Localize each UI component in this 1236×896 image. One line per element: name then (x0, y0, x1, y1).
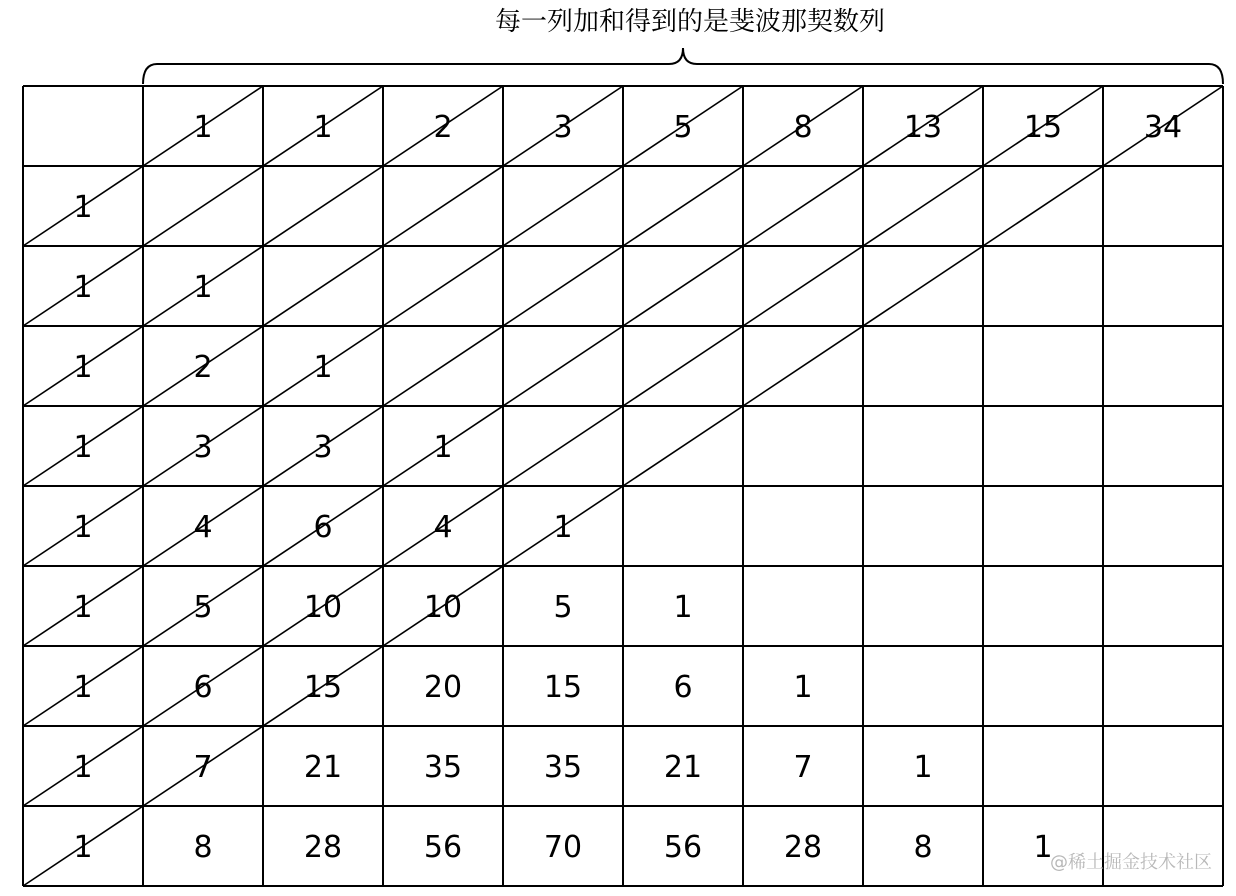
header-fibonacci-number: 2 (433, 110, 453, 145)
watermark: @稀土掘金技术社区 (1050, 852, 1212, 873)
pascal-cell-value: 1 (73, 270, 93, 305)
header-fibonacci-number: 1 (193, 110, 213, 145)
pascal-cell-value: 56 (663, 830, 703, 865)
pascal-cell-value: 15 (543, 670, 583, 705)
pascal-cell-value: 35 (543, 750, 583, 785)
pascal-cell-value: 3 (313, 430, 333, 465)
pascal-cell-value: 1 (313, 350, 333, 385)
pascal-cell-value: 6 (313, 510, 333, 545)
pascal-cell-value: 28 (783, 830, 823, 865)
pascal-cell-value: 1 (73, 590, 93, 625)
diagonal-line (23, 86, 863, 646)
pascal-cell-value: 1 (73, 670, 93, 705)
pascal-cell-value: 3 (193, 430, 213, 465)
pascal-cell-value: 1 (73, 350, 93, 385)
pascal-cell-value: 8 (193, 830, 213, 865)
header-fibonacci-number: 15 (1023, 110, 1063, 145)
pascal-cell-value: 1 (73, 830, 93, 865)
pascal-cell-value: 4 (433, 510, 453, 545)
pascal-cell-value: 70 (543, 830, 583, 865)
header-fibonacci-number: 3 (553, 110, 573, 145)
diagram-title: 每一列加和得到的是斐波那契数列 (494, 7, 886, 37)
pascal-cell-value: 20 (423, 670, 463, 705)
header-fibonacci-number: 5 (673, 110, 693, 145)
pascal-cell-value: 21 (303, 750, 343, 785)
pascal-cell-value: 2 (193, 350, 213, 385)
pascal-cell-value: 1 (73, 430, 93, 465)
pascal-cell-value: 1 (433, 430, 453, 465)
pascal-cell-value: 4 (193, 510, 213, 545)
diagonal-line (23, 86, 623, 486)
pascal-cell-value: 1 (193, 270, 213, 305)
pascal-cell-value: 1 (1033, 830, 1053, 865)
pascal-cell-value: 6 (673, 670, 693, 705)
pascal-cell-value: 5 (193, 590, 213, 625)
header-fibonacci-number: 8 (793, 110, 813, 145)
pascal-cell-value: 35 (423, 750, 463, 785)
header-fibonacci-number: 34 (1143, 110, 1183, 145)
pascal-cell-value: 56 (423, 830, 463, 865)
pascal-cell-value: 15 (303, 670, 343, 705)
pascal-cell-value: 1 (793, 670, 813, 705)
pascal-cell-value: 28 (303, 830, 343, 865)
pascal-cell-value: 21 (663, 750, 703, 785)
pascal-cell-value: 7 (793, 750, 813, 785)
pascal-cell-value: 7 (193, 750, 213, 785)
pascal-cell-value: 8 (913, 830, 933, 865)
pascal-cell-value: 1 (673, 590, 693, 625)
pascal-cell-value: 1 (553, 510, 573, 545)
pascal-cell-value: 5 (553, 590, 573, 625)
pascal-cell-value: 6 (193, 670, 213, 705)
pascal-cell-value: 1 (913, 750, 933, 785)
pascal-cell-value: 10 (303, 590, 343, 625)
header-fibonacci-number: 1 (313, 110, 333, 145)
header-fibonacci-number: 13 (903, 110, 943, 145)
top-curly-brace (143, 48, 1223, 84)
pascal-cell-value: 10 (423, 590, 463, 625)
pascal-cell-value: 1 (73, 190, 93, 225)
pascal-cell-value: 1 (73, 750, 93, 785)
pascal-cell-value: 1 (73, 510, 93, 545)
